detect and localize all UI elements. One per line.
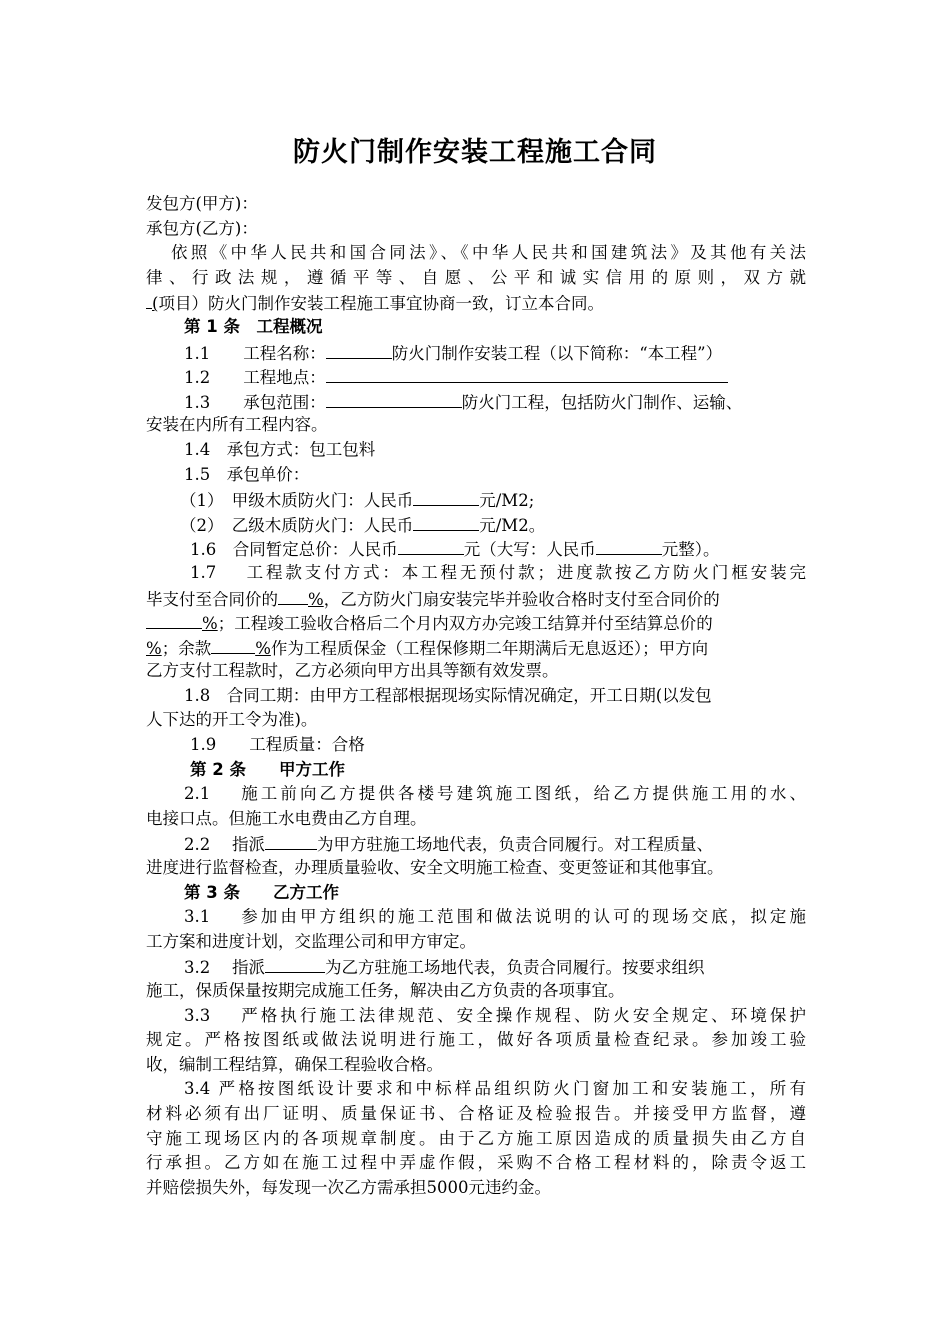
article-3-heading: 第 3 条 乙方工作	[184, 882, 339, 902]
blank-field	[146, 610, 202, 629]
document-title: 防火门制作安装工程施工合同	[293, 137, 657, 168]
article-1-heading: 第 1 条 工程概况	[184, 316, 323, 336]
percent-mark: %	[146, 638, 162, 658]
clause-text: ；工程竣工验收合格后二个月内双方办完竣工结算并付至结算总价的	[217, 614, 713, 634]
percent-mark: %	[255, 638, 271, 658]
clause-1-7-cont	[146, 610, 806, 635]
clause-3-4-cont: 并赔偿损失外，每发现一次乙方需承担5000元违约金。	[146, 1177, 551, 1197]
clause-3-1-cont: 工方案和进度计划，交监理公司和甲方审定。	[146, 931, 476, 951]
clause-1-7-cont: 乙方支付工程款时，乙方必须向甲方出具等额有效发票。	[146, 661, 559, 681]
clause-text: 毕支付至合同价的	[146, 589, 278, 609]
clause-text: 为乙方驻施工场地代表，负责合同履行。按要求组织	[325, 958, 705, 978]
clause-1-8-cont: 人下达的开工令为准)。	[146, 710, 318, 730]
clause-text: 为甲方驻施工场地代表，负责合同履行。对工程质量、	[317, 835, 713, 855]
price-item-2	[146, 512, 806, 537]
clause-text: 防火门工程，包括防火门制作、运输、	[461, 392, 743, 412]
clause-text: 2.2 指派	[184, 835, 265, 855]
blank-field	[265, 831, 317, 850]
clause-1-9: 1.9 工程质量：合格	[190, 735, 365, 755]
intro-text: 项目）防火门制作安装工程施工事宜协商一致，订立本合同。	[158, 294, 604, 314]
percent-mark: %	[308, 589, 324, 609]
blank-field	[413, 512, 479, 531]
clause-3-4-cont: 行承担。乙方如在施工过程中弄虚作假，采购不合格工程材料的，除责令返工	[146, 1153, 806, 1173]
clause-1-2	[146, 364, 806, 389]
clause-text: 元/M2;	[479, 491, 535, 511]
clause-3-3: 3.3 严格执行施工法律规范、安全操作规程、防火安全规定、环境保护	[184, 1005, 806, 1025]
clause-text: 3.2 指派	[184, 958, 265, 978]
clause-3-4-cont: 材料必须有出厂证明、质量保证书、合格证及检验报告。并接受甲方监督，遵	[146, 1103, 806, 1123]
blank-field	[265, 954, 325, 973]
clause-1-7-cont	[146, 635, 806, 660]
clause-3-2	[146, 954, 806, 979]
party-a-line: 发包方(甲方)：	[146, 194, 258, 213]
clause-text: 1.3 承包范围：	[184, 392, 326, 412]
clause-text: 元/M2。	[479, 515, 546, 535]
clause-2-1: 2.1 施工前向乙方提供各楼号建筑施工图纸，给乙方提供施工用的水、	[184, 784, 806, 804]
project-paren: (	[152, 294, 159, 314]
clause-1-4: 1.4 承包方式：包工包料	[184, 439, 376, 459]
clause-2-2	[146, 831, 806, 856]
blank-field	[398, 536, 464, 555]
clause-1-7: 1.7 工程款支付方式：本工程无预付款；进度款按乙方防火门框安装完	[190, 562, 806, 582]
clause-1-6	[146, 536, 806, 561]
clause-3-4: 3.4 严格按图纸设计要求和中标样品组织防火门窗加工和安装施工，所有	[184, 1079, 806, 1099]
clause-text: 作为工程质保金（工程保修期二年期满后无息返还）；甲方向	[270, 638, 709, 658]
blank-field	[596, 536, 662, 555]
blank-field	[326, 364, 728, 383]
intro-line: 依照《中华人民共和国合同法》、《中华人民共和国建筑法》及其他有关法	[171, 243, 806, 263]
blank-field	[413, 487, 479, 506]
clause-1-3	[146, 389, 806, 414]
article-2-heading: 第 2 条 甲方工作	[190, 759, 345, 779]
percent-mark: %	[202, 614, 218, 634]
clause-text: 1.1 工程名称：	[184, 343, 326, 363]
clause-text: （2） 乙级木质防火门：人民币	[180, 515, 414, 535]
clause-text: 元整）。	[661, 540, 720, 560]
intro-line	[146, 290, 806, 315]
blank-field	[278, 586, 308, 605]
blank-field	[211, 635, 255, 654]
clause-1-8: 1.8 合同工期：由甲方工程部根据现场实际情况确定，开工日期(以发包	[184, 685, 712, 705]
clause-3-2-cont: 施工，保质保量按期完成施工任务，解决由乙方负责的各项事宜。	[146, 981, 625, 1000]
clause-3-4-cont: 守施工现场区内的各项规章制度。由于乙方施工原因造成的质量损失由乙方自	[146, 1128, 806, 1148]
intro-line: 律、行政法规，遵循平等、自愿、公平和诚实信用的原则，双方就	[146, 267, 806, 287]
clause-text: 1.2 工程地点：	[184, 368, 326, 388]
clause-text: ，乙方防火门扇安装完毕并验收合格时支付至合同价的	[323, 589, 720, 609]
clause-1-1	[146, 340, 806, 365]
clause-2-1-cont: 电接口点。但施工水电费由乙方自理。	[146, 808, 427, 828]
clause-1-3-cont: 安装在内所有工程内容。	[146, 415, 328, 435]
clause-text: 元（大写：人民币	[463, 540, 596, 560]
document-body	[146, 192, 806, 1200]
clause-3-3-cont: 收，编制工程结算，确保工程验收合格。	[146, 1054, 443, 1074]
clause-1-5: 1.5 承包单价：	[184, 464, 310, 484]
blank-field	[326, 340, 392, 359]
clause-3-1: 3.1 参加由甲方组织的施工范围和做法说明的认可的现场交底，拟定施	[184, 907, 806, 927]
blank-field	[326, 389, 462, 408]
clause-text: 防火门制作安装工程（以下简称：“本工程”）	[391, 343, 723, 363]
clause-1-7-cont	[146, 586, 806, 611]
clause-text: ；余款	[161, 638, 212, 658]
party-b-line: 承包方(乙方)：	[146, 218, 258, 238]
clause-text: 1.6 合同暂定总价：人民币	[190, 540, 398, 560]
clause-text: （1） 甲级木质防火门：人民币	[180, 491, 414, 511]
clause-2-2-cont: 进度进行监督检查，办理质量验收、安全文明施工检查、变更签证和其他事宜。	[146, 858, 724, 878]
clause-3-3-cont: 规定。严格按图纸或做法说明进行施工，做好各项质量检查纪录。参加竣工验	[146, 1030, 806, 1050]
price-item-1	[146, 487, 806, 512]
